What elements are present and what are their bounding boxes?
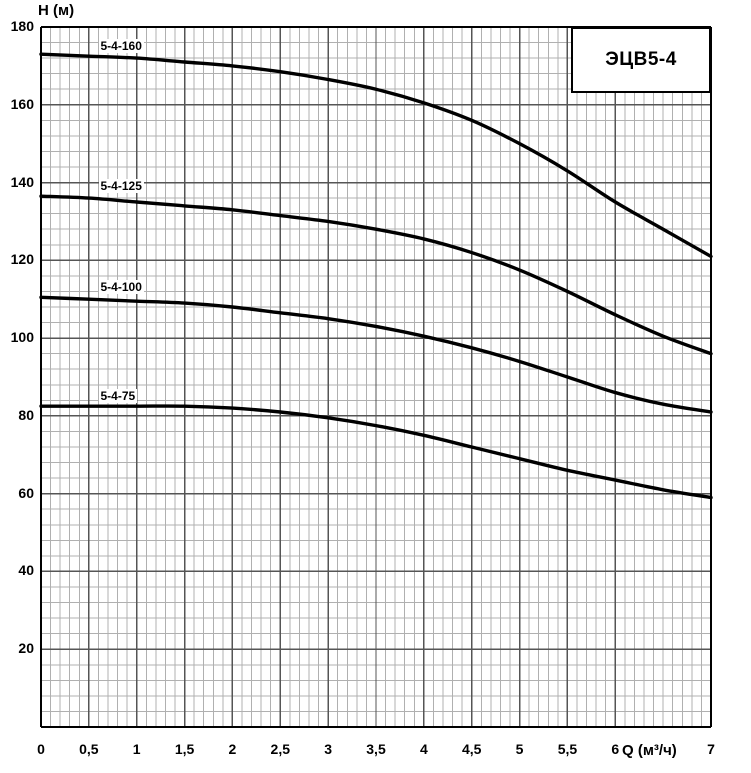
x-tick-label: 4 [419, 741, 428, 757]
y-tick-label: 100 [10, 329, 34, 346]
y-tick-label: 80 [18, 406, 34, 423]
x-tick-label: 1 [132, 741, 141, 757]
x-tick-label: 0,5 [79, 741, 99, 757]
x-tick-label: 0 [37, 741, 45, 757]
series-label-5-4-75: 5-4-75 [100, 389, 136, 404]
x-tick-label: 2 [228, 741, 237, 757]
x-tick-label: 3,5 [366, 741, 386, 757]
y-tick-label: 140 [10, 173, 34, 190]
series-label-5-4-100: 5-4-100 [100, 280, 142, 295]
y-tick-label: 20 [18, 640, 34, 657]
y-tick-label: 60 [18, 484, 34, 501]
x-axis-title: Q (м³/ч) [622, 742, 677, 759]
y-tick-label: 40 [18, 562, 34, 579]
x-tick-label: 3 [324, 741, 333, 757]
x-tick-label: 6 [611, 741, 620, 757]
y-tick-label: 160 [10, 95, 34, 112]
y-tick-label: 180 [10, 18, 34, 34]
x-tick-label: 7 [707, 741, 715, 757]
legend-box [571, 27, 711, 93]
x-tick-label: 5,5 [557, 741, 578, 757]
y-tick-label: 120 [10, 251, 34, 268]
series-label-5-4-125: 5-4-125 [100, 179, 142, 194]
x-tick-label: 2,5 [270, 741, 291, 757]
series-label-5-4-160: 5-4-160 [100, 39, 142, 54]
x-tick-label: 5 [515, 741, 524, 757]
legend-model-label: ЭЦВ5-4 [605, 49, 677, 70]
x-tick-label: 4,5 [461, 741, 482, 757]
y-axis-title: H (м) [38, 2, 75, 19]
x-tick-label: 1,5 [174, 741, 195, 757]
